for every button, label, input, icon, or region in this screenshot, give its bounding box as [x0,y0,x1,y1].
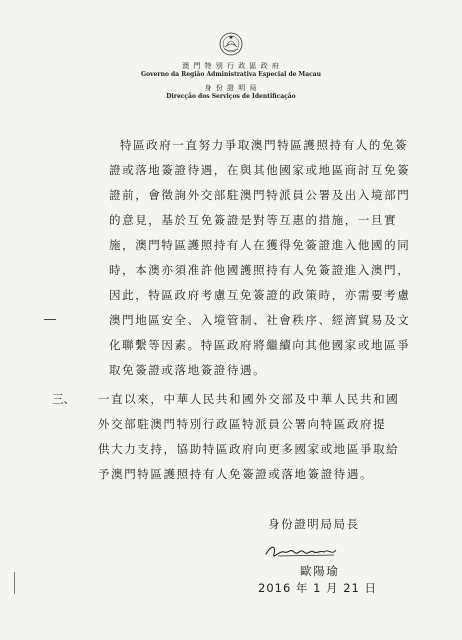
macau-emblem-icon [219,32,243,56]
paragraph-line: 澳門地區安全、入境管制、社會秩序、經濟貿易及文 [109,313,411,327]
signing-date: 2016 年 1 月 21 日 [258,581,377,595]
paragraph-line: 供大力支持，協助特區政府向更多國家或地區爭取給 [98,442,400,456]
paragraph-line: 時，本澳亦須准許他國護照持有人免簽證進入澳門， [109,263,411,277]
paragraph-line: 外交部駐澳門特別行政區特派員公署向特區政府提 [98,417,387,431]
paragraph-line: 證或落地簽證待遇，在與其他國家或地區商討互免簽 [109,163,411,177]
margin-mark [44,319,56,320]
dept-name-chinese: 身 份 證 明 局 [204,84,258,92]
paragraph-line: 證前，會徵詢外交部駐澳門特派員公署及出入境部門 [109,188,411,202]
handwritten-signature [262,540,348,564]
paragraph-line: 的意見，基於互免簽證是對等互惠的措施，一旦實 [109,213,398,227]
paragraph-line: 一直以來，中華人民共和國外交部及中華人民共和國 [98,392,400,406]
item-number: 三、 [52,392,75,406]
paragraph-line: 因此，特區政府考慮互免簽證的政策時，亦需要考慮 [109,288,411,302]
paragraph-line: 施，澳門特區護照持有人在獲得免簽證進入他國的同 [109,238,411,252]
dept-name-portuguese: Direcção dos Serviços de Identificação [166,93,296,100]
org-name-chinese: 澳 門 特 別 行 政 區 政 府 [182,62,280,70]
paragraph-line: 化聯繫等因素。特區政府將繼續向其他國家或地區爭 [109,338,411,352]
paragraph-line: 取免簽證或落地簽證待遇。 [109,363,267,377]
org-name-portuguese: Governo da Região Administrativa Especial de Macau [141,71,321,78]
paragraph-line: 予澳門特區護照持有人免簽證或落地簽證待遇。 [98,467,374,481]
signer-title: 身份證明局局長 [268,517,360,531]
signer-name: 歐陽瑜 [300,564,340,578]
margin-mark [14,572,15,594]
paragraph-line: 特區政府一直努力爭取澳門特區護照持有人的免簽 [120,138,409,152]
